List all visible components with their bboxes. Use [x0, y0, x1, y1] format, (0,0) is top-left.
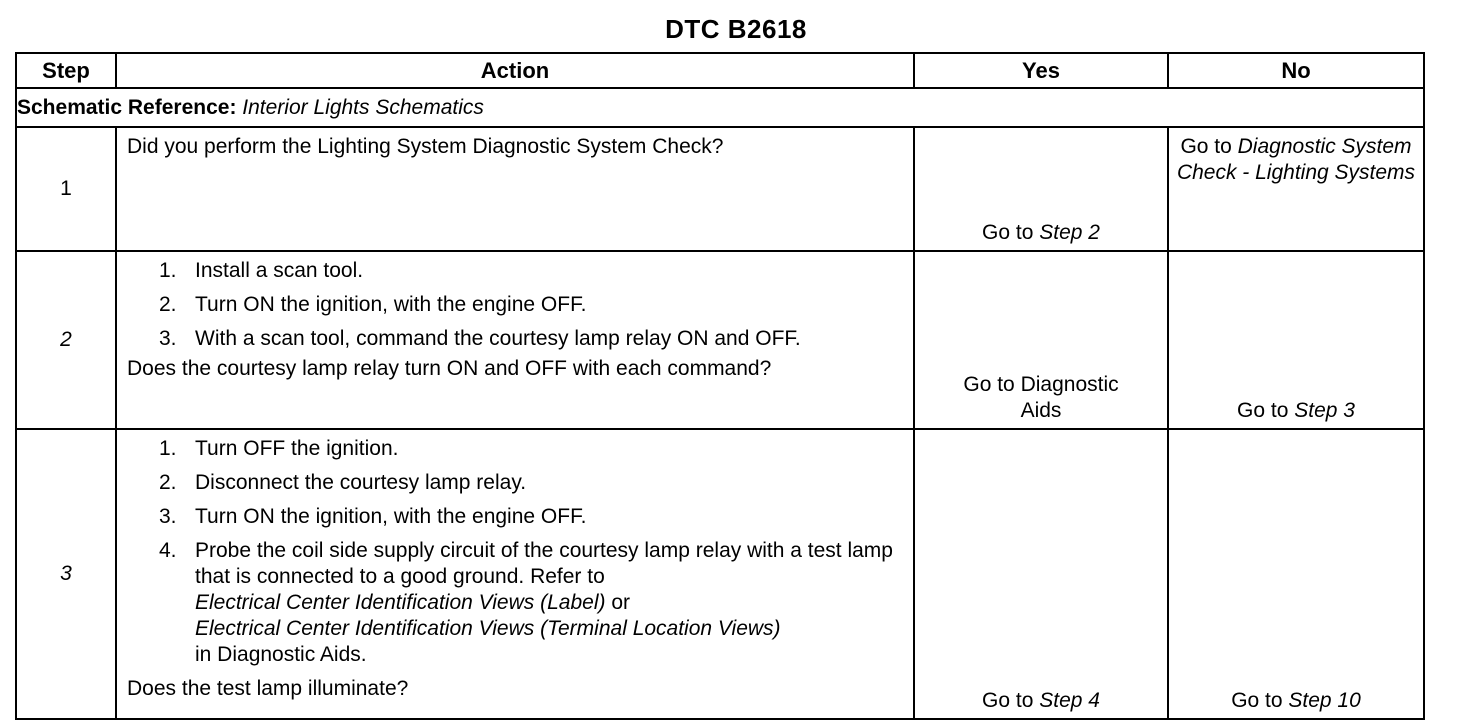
yes-prefix: Go to [982, 221, 1040, 244]
item-text-or: or [611, 591, 631, 614]
item-text: Turn OFF the ignition. [195, 437, 399, 460]
item-text: With a scan tool, command the courtesy lamp relay ON and OFF. [195, 327, 801, 350]
reference-label: Schematic Reference: [17, 95, 237, 119]
action-question: Does the test lamp illuminate? [127, 677, 409, 700]
yes-cell [914, 251, 1168, 429]
action-cell [116, 251, 914, 429]
yes-cell [914, 429, 1168, 719]
item-number: 3. [159, 505, 177, 528]
header-row [16, 53, 1424, 88]
schematic-reference [16, 88, 1424, 127]
yes-cell [914, 127, 1168, 251]
list-item [159, 504, 903, 530]
yes-prefix: Go to [982, 689, 1040, 712]
action-cell [116, 429, 914, 719]
table-row [16, 429, 1424, 719]
step-number: 3 [16, 429, 116, 719]
no-prefix: Go to [1231, 689, 1289, 712]
item-text: Turn ON the ignition, with the engine OFF. [195, 293, 587, 316]
item-text: Disconnect the courtesy lamp relay. [195, 471, 527, 494]
item-text [195, 538, 903, 668]
list-item [159, 292, 903, 318]
item-number: 3. [159, 327, 177, 350]
yes-link[interactable]: Step 4 [1039, 689, 1100, 712]
reference-link[interactable]: Electrical Center Identification Views (Label) [195, 591, 606, 614]
no-link[interactable]: Diagnostic System Check - Lighting Systems [1176, 135, 1416, 184]
item-text-main: Probe the coil side supply circuit of the courtesy lamp relay with a test lamp that is connected to a good ground. Refer to [195, 539, 893, 588]
item-number: 4. [159, 539, 177, 562]
item-number: 1. [159, 437, 177, 460]
yes-link[interactable]: Step 2 [1039, 221, 1100, 244]
item-number: 2. [159, 293, 177, 316]
reference-link[interactable]: Electrical Center Identification Views (Terminal Location Views) [195, 617, 781, 640]
list-item [159, 436, 903, 462]
procedure-list [127, 258, 903, 352]
list-item [159, 258, 903, 284]
header-action: Action [116, 53, 914, 88]
schematic-reference-row [16, 88, 1424, 127]
page-title: DTC B2618 [665, 14, 807, 44]
no-link[interactable]: Step 10 [1288, 689, 1361, 712]
list-item [159, 538, 903, 668]
item-text: Turn ON the ignition, with the engine OFF. [195, 505, 587, 528]
no-cell [1168, 251, 1424, 429]
step-number: 1 [16, 127, 116, 251]
item-number: 2. [159, 471, 177, 494]
item-text: Install a scan tool. [195, 259, 364, 282]
header-step: Step [16, 53, 116, 88]
diagnostic-table [15, 52, 1425, 720]
list-item [159, 326, 903, 352]
action-question: Does the courtesy lamp relay turn ON and OFF with each command? [127, 357, 772, 380]
action-cell [116, 127, 914, 251]
no-link[interactable]: Step 3 [1294, 399, 1355, 422]
table-row [16, 251, 1424, 429]
list-item [159, 470, 903, 496]
reference-value: Interior Lights Schematics [242, 95, 484, 119]
header-no: No [1168, 53, 1424, 88]
no-cell [1168, 429, 1424, 719]
no-cell [1168, 127, 1424, 251]
no-prefix: Go to [1237, 399, 1295, 422]
header-yes: Yes [914, 53, 1168, 88]
item-text-tail: in Diagnostic Aids. [195, 643, 367, 666]
no-prefix: Go to [1180, 135, 1238, 158]
table-row [16, 127, 1424, 251]
yes-link[interactable]: Go to Diagnostic Aids [963, 373, 1119, 422]
step-number: 2 [16, 251, 116, 429]
action-question: Did you perform the Lighting System Diagnostic System Check? [127, 135, 724, 158]
item-number: 1. [159, 259, 177, 282]
procedure-list [127, 436, 903, 668]
